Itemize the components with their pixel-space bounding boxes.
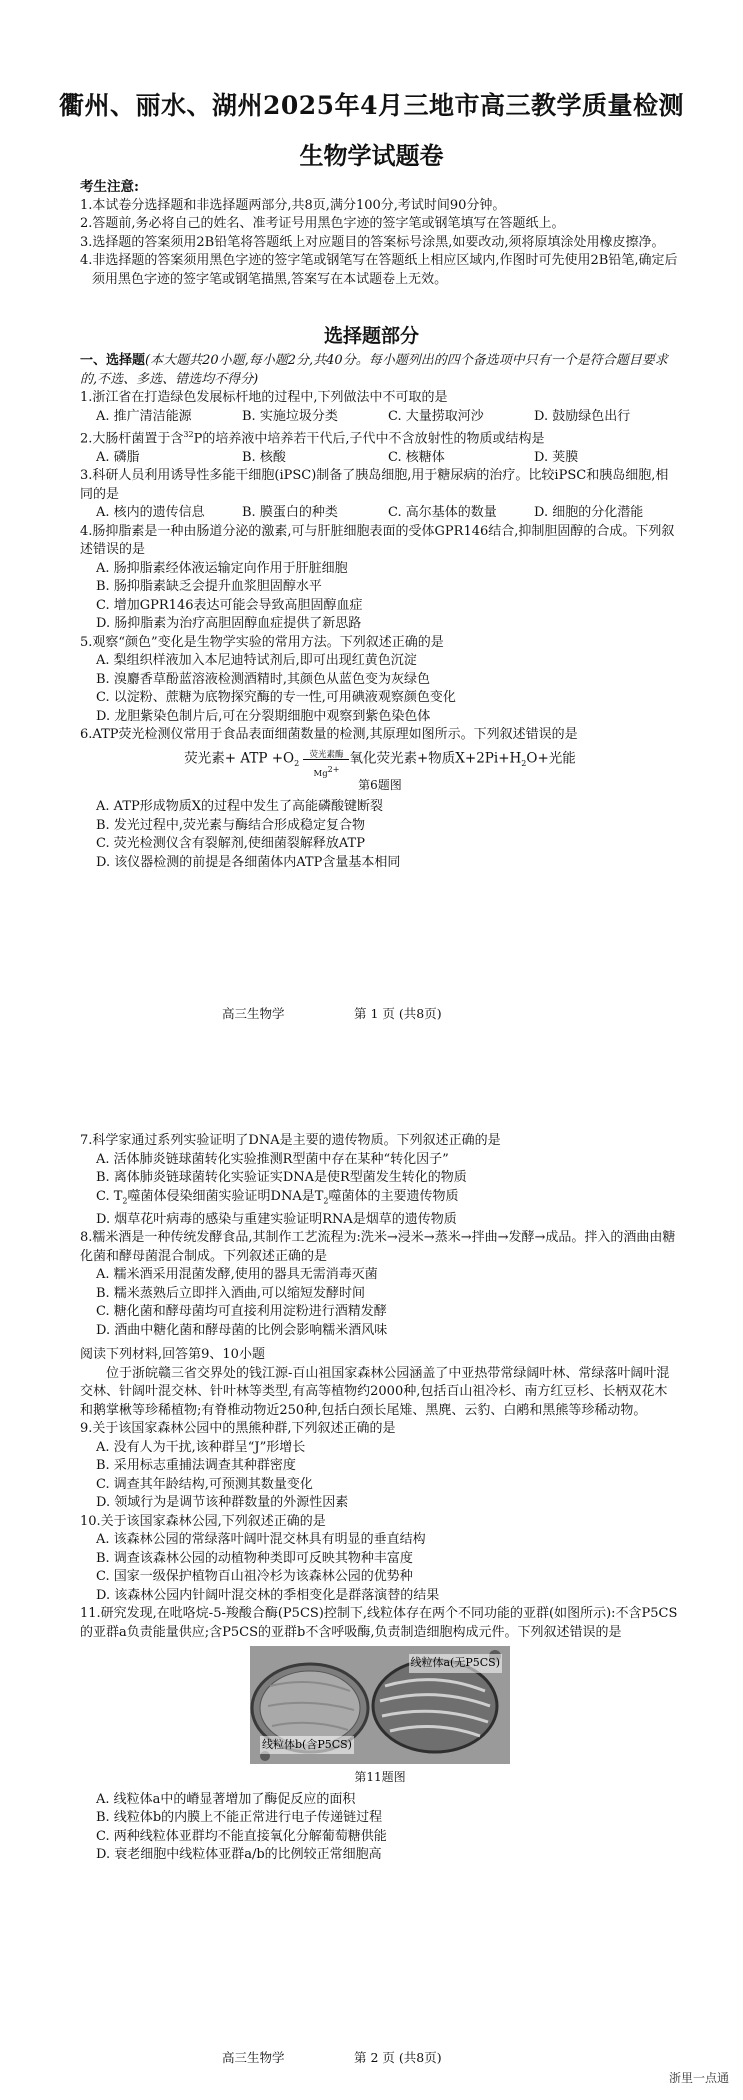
option-c: C. 糖化菌和酵母菌均可直接利用淀粉进行酒精发酵 <box>96 1304 387 1320</box>
stem-part: P的培养液中培养若干代后,子代中不含放射性的物质或结构是 <box>193 431 545 447</box>
figure-caption: 第11题图 <box>354 1770 406 1785</box>
option-a: A. 核内的遗传信息 <box>96 505 205 521</box>
question-10 <box>80 1513 680 1606</box>
option-c: C. 以淀粉、蔗糖为底物探究酶的专一性,可用碘液观察颜色变化 <box>96 690 456 706</box>
reaction-equation <box>80 748 680 779</box>
watermark: 浙里一点通 <box>668 2071 729 2085</box>
cofactor-text: Mg <box>313 768 328 779</box>
question-stem: 6.ATP荧光检测仪常用于食品表面细菌数量的检测,其原理如图所示。下列叙述错误的是 <box>80 727 578 743</box>
micrograph-figure <box>250 1646 510 1764</box>
subscript: 2 <box>521 759 527 769</box>
option-a: A. 磷脂 <box>96 449 140 465</box>
notice-block <box>80 178 680 289</box>
equation-products: O+光能 <box>526 750 576 767</box>
part-instruction <box>80 352 680 389</box>
question-7 <box>80 1132 680 1229</box>
footer-page: 第 1 页 (共8页) <box>354 1006 442 1021</box>
option-a: A. 活体肺炎链球菌转化实验推测R型菌中存在某种“转化因子” <box>96 1151 449 1167</box>
notice-item: 4.非选择题的答案须用黑色字迹的签字笔或钢笔写在答题纸上相应区域内,作图时可先使用2B铅笔,确定后须用黑色字迹的签字笔或钢笔描黑,答案写在本试题卷上无效。 <box>80 253 678 287</box>
question-options <box>80 504 680 523</box>
question-stem <box>80 426 680 449</box>
option-a: A. 没有人为干扰,该种群呈“J”形增长 <box>96 1439 306 1455</box>
option-d: D. 酒曲中糖化菌和酵母菌的比例会影响糯米酒风味 <box>96 1322 388 1338</box>
footer-subject: 高三生物学 <box>222 2050 285 2065</box>
subject-title: 生物学试题卷 <box>299 141 444 170</box>
page2-questions <box>80 1132 680 1865</box>
question-stem: 1.浙江省在打造绿色发展标杆地的过程中,下列做法中不可取的是 <box>80 390 448 405</box>
option-b: B. 糯米蒸熟后立即拌入酒曲,可以缩短发酵时间 <box>96 1285 365 1301</box>
option-b: B. 离体肺炎链球菌转化实验证实DNA是使R型菌发生转化的物质 <box>96 1170 467 1185</box>
option-d: D. 荚膜 <box>534 449 579 465</box>
option-b: B. 采用标志重捕法调查其种群密度 <box>96 1458 296 1474</box>
option-c: C. 国家一级保护植物百山祖冷杉为该森林公园的优势种 <box>96 1569 413 1585</box>
option-d: D. 衰老细胞中线粒体亚群a/b的比例较正常细胞高 <box>96 1847 382 1863</box>
reading-text: 位于浙皖赣三省交界处的钱江源-百山祖国家森林公园涵盖了中亚热带常绿阔叶林、常绿落叶阔叶混交林、针阔叶混交林、针叶林等类型,有高等植物约2000种,包括百山祖冷杉、南方红豆杉、长柄双花木和鹅掌楸等珍稀植物;有脊椎动物近250种,包括白颈长尾雉、黑麂、云豹、白鹇和黑熊等珍稀动物。 <box>80 1365 670 1418</box>
superscript: 2+ <box>327 764 340 774</box>
option-b: B. 发光过程中,荧光素与酶结合形成稳定复合物 <box>96 817 365 833</box>
subscript: 2 <box>294 759 300 769</box>
option-a: A. 糯米酒采用混菌发酵,使用的器具无需消毒灭菌 <box>96 1267 378 1283</box>
equation-reactants: 荧光素+ ATP +O <box>184 750 295 767</box>
question-11 <box>80 1605 680 1865</box>
question-1 <box>80 389 680 426</box>
stem-part: 2.大肠杆菌置于含 <box>80 431 184 447</box>
notice-item: 1.本试卷分选择题和非选择题两部分,共8页,满分100分,考试时间90分钟。 <box>80 197 506 213</box>
subscript: 2 <box>122 1196 128 1206</box>
isotope-sup: 32 <box>183 430 194 439</box>
question-stem: 4.肠抑脂素是一种由肠道分泌的激素,可与肝脏细胞表面的受体GPR146结合,抑制胆固醇的合成。下列叙述错误的是 <box>80 523 675 558</box>
option-b: B. 膜蛋白的种类 <box>242 505 338 521</box>
reading-intro: 阅读下列材料,回答第9、10小题 <box>80 1347 265 1363</box>
subscript: 2 <box>323 1196 329 1206</box>
option-a: A. 线粒体a中的嵴显著增加了酶促反应的面积 <box>96 1791 356 1807</box>
option-b: B. 溴麝香草酚蓝溶液检测酒精时,其颜色从蓝色变为灰绿色 <box>96 671 430 687</box>
question-9 <box>80 1420 680 1513</box>
reaction-arrow <box>303 748 349 779</box>
option-a: A. 推广清洁能源 <box>96 408 192 424</box>
option-text: C. T <box>96 1188 123 1204</box>
option-b: B. 核酸 <box>242 449 286 465</box>
question-3 <box>80 467 680 523</box>
enzyme-label: 荧光素酶 <box>309 749 344 760</box>
option-d: D. 烟草花叶病毒的感染与重建实验证明RNA是烟草的遗传物质 <box>96 1211 457 1227</box>
option-c: C. 荧光检测仪含有裂解剂,使细菌裂解释放ATP <box>96 836 365 852</box>
question-stem: 9.关于该国家森林公园中的黑熊种群,下列叙述正确的是 <box>80 1421 396 1437</box>
option-c: C. 核糖体 <box>388 449 445 465</box>
option-b: B. 线粒体b的内膜上不能正常进行电子传递链过程 <box>96 1810 383 1826</box>
cofactor-label <box>303 761 349 783</box>
option-d: D. 该仪器检测的前提是各细菌体内ATP含量基本相同 <box>96 854 401 870</box>
question-4 <box>80 523 680 634</box>
question-stem: 7.科学家通过系列实验证明了DNA是主要的遗传物质。下列叙述正确的是 <box>80 1133 501 1148</box>
figure-caption: 第6题图 <box>358 777 402 792</box>
option-b: B. 调查该森林公园的动植物种类即可反映其物种丰富度 <box>96 1550 413 1566</box>
option-b: B. 肠抑脂素缺乏会提升血浆胆固醇水平 <box>96 579 322 595</box>
option-d: D. 细胞的分化潜能 <box>534 505 644 521</box>
footer-subject: 高三生物学 <box>222 1006 285 1021</box>
question-stem: 10.关于该国家森林公园,下列叙述正确的是 <box>80 1513 326 1529</box>
option-a: A. 梨组织样液加入本尼迪特试剂后,即可出现红黄色沉淀 <box>96 653 417 669</box>
option-c: C. 大量捞取河沙 <box>388 408 484 424</box>
exam-title: 衢州、丽水、湖州2025年4月三地市高三教学质量检测 <box>59 91 684 120</box>
equation-products: 氧化荧光素+物质X+2Pi+H <box>349 750 522 767</box>
arrow-line <box>303 759 349 760</box>
option-c <box>80 1188 680 1211</box>
option-c: C. 两种线粒体亚群均不能直接氧化分解葡萄糖供能 <box>96 1828 387 1844</box>
label-mito-b: 线粒体b(含P5CS) <box>260 1736 354 1755</box>
part-label: 一、选择题 <box>80 353 146 368</box>
option-d: D. 该森林公园内针阔叶混交林的季相变化是群落演替的结果 <box>96 1587 440 1603</box>
label-mito-a: 线粒体a(无P5CS) <box>409 1654 503 1673</box>
option-d: D. 鼓励绿色出行 <box>534 408 631 424</box>
option-a: A. 肠抑脂素经体液运输定向作用于肝脏细胞 <box>96 560 348 576</box>
option-a: A. 该森林公园的常绿落叶阔叶混交林具有明显的垂直结构 <box>96 1532 426 1548</box>
question-stem: 8.糯米酒是一种传统发酵食品,其制作工艺流程为:洗米→浸米→蒸米→拌曲→发酵→成品。拌入的酒曲由糖化菌和酵母菌混合制成。下列叙述正确的是 <box>80 1230 676 1264</box>
question-stem: 5.观察“颜色”变化是生物学实验的常用方法。下列叙述正确的是 <box>80 634 444 650</box>
option-b: B. 实施垃圾分类 <box>242 408 338 424</box>
question-options <box>80 449 680 468</box>
option-d: D. 龙胆紫染色制片后,可在分裂期细胞中观察到紫色染色体 <box>96 708 431 724</box>
question-6 <box>80 726 680 872</box>
option-a: A. ATP形成物质X的过程中发生了高能磷酸键断裂 <box>96 799 384 815</box>
footer-page: 第 2 页 (共8页) <box>354 2050 442 2065</box>
page1-questions <box>80 352 680 872</box>
option-c: C. 增加GPR146表达可能会导致高胆固醇血症 <box>96 597 363 613</box>
notice-heading: 考生注意: <box>80 179 139 195</box>
option-text: 噬菌体的主要遗传物质 <box>328 1188 459 1204</box>
question-options <box>80 408 680 427</box>
question-8 <box>80 1229 680 1340</box>
question-5 <box>80 634 680 727</box>
option-c: C. 高尔基体的数量 <box>388 505 497 521</box>
notice-item: 3.选择题的答案须用2B铅笔将答题纸上对应题目的答案标号涂黑,如要改动,须将原填涂处用橡皮擦净。 <box>80 234 665 250</box>
part-desc: (本大题共20小题,每小题2分,共40分。每小题列出的四个备选项中只有一个是符合题目要求的,不选、多选、错选均不得分) <box>80 353 668 387</box>
question-2 <box>80 426 680 467</box>
option-c: C. 调查其年龄结构,可预测其数量变化 <box>96 1476 313 1492</box>
option-d: D. 肠抑脂素为治疗高胆固醇血症提供了新思路 <box>96 616 362 632</box>
option-d: D. 领域行为是调节该种群数量的外源性因素 <box>96 1495 349 1511</box>
option-text: 噬菌体侵染细菌实验证明DNA是T <box>127 1188 324 1204</box>
section-title: 选择题部分 <box>323 325 419 347</box>
question-stem: 11.研究发现,在吡咯烷-5-羧酸合酶(P5CS)控制下,线粒体存在两个不同功能的亚群(如图所示):不含P5CS的亚群a负责能量供应;含P5CS的亚群b不含呼吸酶,负责制造细胞构成元件。下列叙述错误的是 <box>80 1606 678 1640</box>
notice-item: 2.答题前,务必将自己的姓名、准考证号用黑色字迹的签字笔或钢笔填写在答题纸上。 <box>80 216 565 231</box>
question-stem: 3.科研人员利用诱导性多能干细胞(iPSC)制备了胰岛细胞,用于糖尿病的治疗。比较iPSC和胰岛细胞,相同的是 <box>80 468 669 502</box>
